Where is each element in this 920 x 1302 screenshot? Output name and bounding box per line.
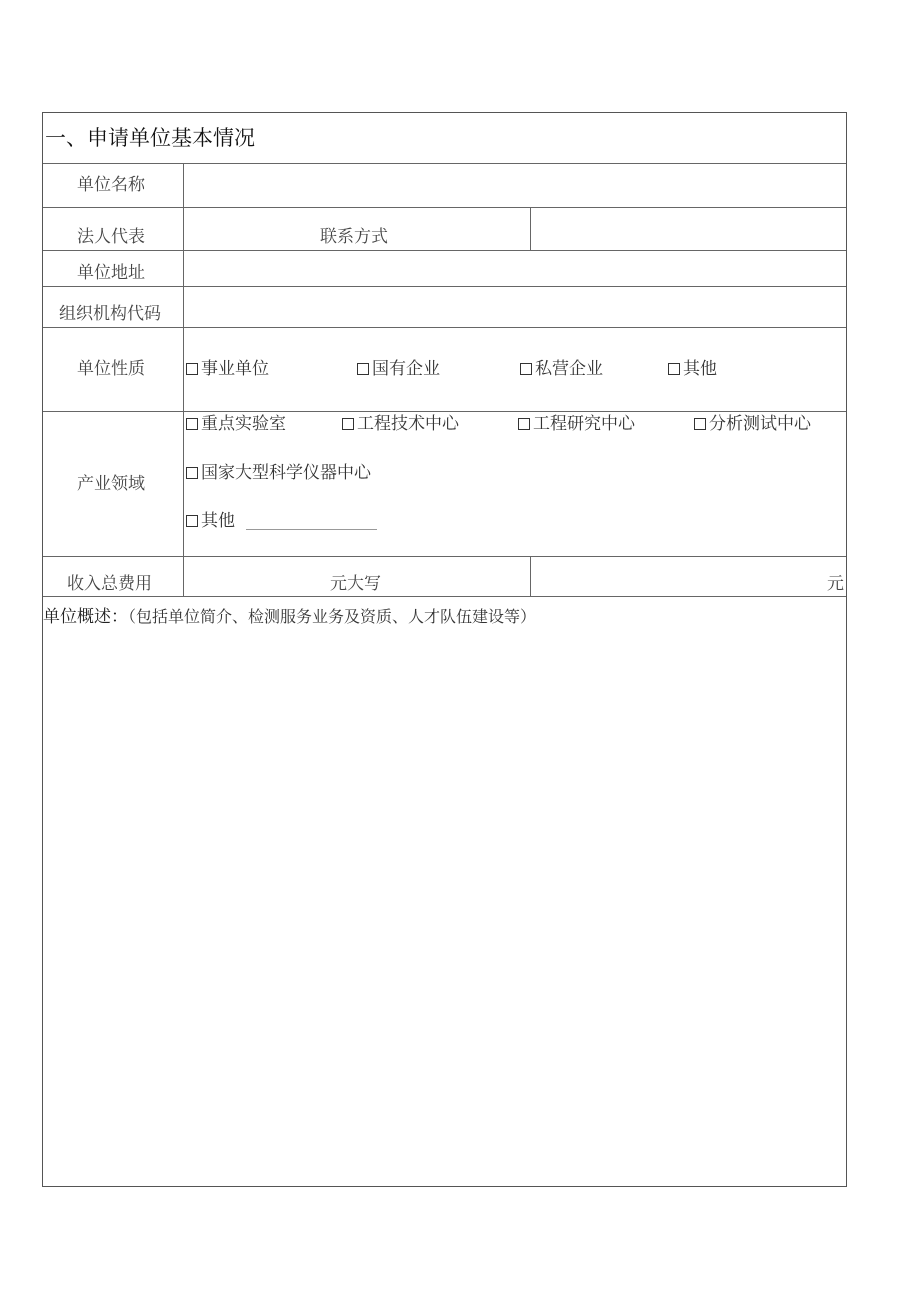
contact-field[interactable] (531, 208, 846, 249)
unit-nature-option[interactable]: 事业单位 (186, 359, 269, 379)
checkbox-icon[interactable] (520, 363, 532, 375)
overview-heading (43, 607, 536, 627)
income-label: 收入总费用 (67, 574, 152, 594)
contact-label: 联系方式 (320, 227, 388, 247)
income-words-unit: 元大写 (330, 574, 381, 594)
industry-option[interactable]: 分析测试中心 (694, 414, 811, 434)
row-divider (43, 556, 846, 557)
income-yuan-unit: 元 (827, 574, 844, 594)
income-divider (530, 556, 531, 596)
org-code-field[interactable] (184, 287, 846, 326)
row-divider (43, 411, 846, 412)
checkbox-icon[interactable] (186, 515, 198, 527)
unit-name-label: 单位名称 (77, 175, 145, 195)
checkbox-icon[interactable] (186, 363, 198, 375)
industry-option-other[interactable]: 其他 (186, 511, 235, 531)
row-divider (43, 596, 846, 597)
other-blank-line[interactable] (246, 529, 377, 530)
industry-field-label: 产业领域 (77, 474, 145, 494)
unit-name-field[interactable] (184, 164, 846, 206)
checkbox-icon[interactable] (518, 418, 530, 430)
industry-option[interactable]: 重点实验室 (186, 414, 286, 434)
checkbox-icon[interactable] (357, 363, 369, 375)
section-title: 一、申请单位基本情况 (45, 126, 255, 150)
unit-nature-option[interactable]: 私营企业 (520, 359, 603, 379)
label-column-divider (183, 163, 184, 596)
legal-rep-label: 法人代表 (77, 227, 145, 247)
overview-text-area[interactable] (44, 633, 845, 1185)
checkbox-icon[interactable] (694, 418, 706, 430)
checkbox-icon[interactable] (668, 363, 680, 375)
unit-nature-label: 单位性质 (77, 359, 145, 379)
overview-hint: （包括单位简介、检测服务业务及资质、人才队伍建设等） (128, 607, 537, 626)
checkbox-icon[interactable] (342, 418, 354, 430)
checkbox-icon[interactable] (186, 418, 198, 430)
org-code-label: 组织机构代码 (59, 304, 161, 324)
overview-label: 单位概述： (43, 607, 128, 627)
industry-option[interactable]: 工程研究中心 (518, 414, 635, 434)
row-divider (43, 327, 846, 328)
address-field[interactable] (184, 251, 846, 285)
industry-option[interactable]: 国家大型科学仪器中心 (186, 463, 371, 483)
checkbox-icon[interactable] (186, 467, 198, 479)
unit-nature-option[interactable]: 国有企业 (357, 359, 440, 379)
industry-option[interactable]: 工程技术中心 (342, 414, 459, 434)
address-label: 单位地址 (77, 263, 145, 283)
basic-info-form (42, 112, 847, 1187)
unit-nature-option[interactable]: 其他 (668, 359, 717, 379)
